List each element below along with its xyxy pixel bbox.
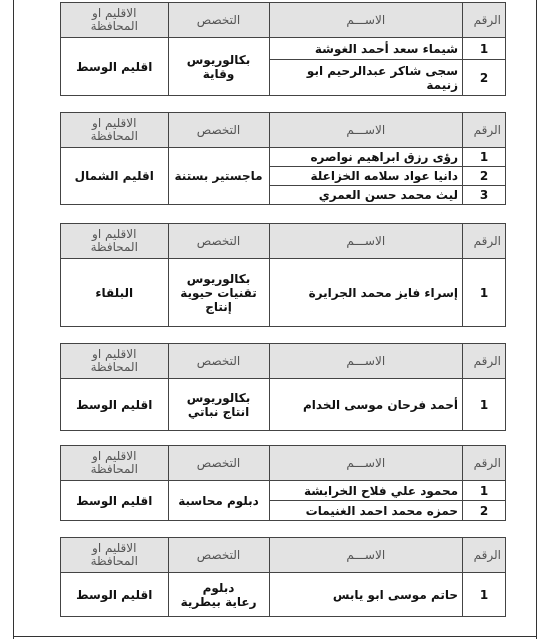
region-cell: اقليم الوسط	[61, 573, 169, 617]
row-number: 1	[463, 481, 506, 501]
results-table-3	[60, 223, 506, 327]
page-border-left	[13, 0, 14, 639]
table-header	[61, 113, 506, 148]
header-specialization: التخصص	[168, 113, 269, 148]
results-table-6	[60, 537, 506, 617]
header-specialization: التخصص	[168, 538, 269, 573]
header-name: الاســـم	[269, 344, 462, 379]
row-number: 3	[463, 186, 506, 205]
header-specialization: التخصص	[168, 446, 269, 481]
table-row	[61, 379, 506, 431]
results-table-2	[60, 112, 506, 205]
page-border-bottom	[13, 636, 537, 637]
row-name: شيماء سعد أحمد الغوشة	[269, 38, 462, 60]
header-number: الرقم	[463, 446, 506, 481]
results-table-5	[60, 445, 506, 521]
header-region: الاقليم او المحافظة	[61, 344, 169, 379]
region-cell: اقليم الوسط	[61, 379, 169, 431]
region-cell: اقليم الوسط	[61, 481, 169, 521]
header-number: الرقم	[463, 224, 506, 259]
specialization-cell: بكالوريوس تقنيات حيوية إنتاج	[168, 259, 269, 327]
specialization-cell: بكالوريوس انتاج نباتي	[168, 379, 269, 431]
specialization-cell: بكالوريوس وقاية	[168, 38, 269, 96]
row-number: 1	[463, 573, 506, 617]
results-table-1	[60, 2, 506, 96]
header-specialization: التخصص	[168, 3, 269, 38]
header-number: الرقم	[463, 113, 506, 148]
results-table-4	[60, 343, 506, 431]
row-name: محمود علي فلاح الخرابشة	[269, 481, 462, 501]
table-row	[61, 38, 506, 60]
row-number: 1	[463, 148, 506, 167]
table-row	[61, 148, 506, 167]
header-region: الاقليم او المحافظة	[61, 3, 169, 38]
row-number: 2	[463, 501, 506, 521]
row-name: إسراء فايز محمد الجرايرة	[269, 259, 462, 327]
row-name: سجى شاكر عبدالرحيم ابو زنيمة	[269, 60, 462, 96]
row-number: 1	[463, 379, 506, 431]
header-name: الاســـم	[269, 446, 462, 481]
row-name: حاتم موسى ابو يابس	[269, 573, 462, 617]
page-border-right	[536, 0, 537, 639]
row-number: 2	[463, 60, 506, 96]
header-region: الاقليم او المحافظة	[61, 538, 169, 573]
header-name: الاســـم	[269, 538, 462, 573]
region-cell: اقليم الشمال	[61, 148, 169, 205]
row-name: دانيا عواد سلامه الخزاعلة	[269, 167, 462, 186]
table-header	[61, 538, 506, 573]
header-specialization: التخصص	[168, 224, 269, 259]
specialization-cell: دبلوم رعاية بيطرية	[168, 573, 269, 617]
specialization-cell: دبلوم محاسبة	[168, 481, 269, 521]
header-number: الرقم	[463, 3, 506, 38]
table-row	[61, 573, 506, 617]
header-number: الرقم	[463, 344, 506, 379]
header-number: الرقم	[463, 538, 506, 573]
region-cell: اقليم الوسط	[61, 38, 169, 96]
region-cell: البلقاء	[61, 259, 169, 327]
table-header	[61, 344, 506, 379]
header-specialization: التخصص	[168, 344, 269, 379]
row-number: 1	[463, 259, 506, 327]
table-header	[61, 446, 506, 481]
specialization-cell: ماجستير بستنة	[168, 148, 269, 205]
header-name: الاســـم	[269, 113, 462, 148]
header-region: الاقليم او المحافظة	[61, 113, 169, 148]
row-number: 2	[463, 167, 506, 186]
row-name: حمزه محمد احمد الغنيمات	[269, 501, 462, 521]
table-row	[61, 259, 506, 327]
table-header	[61, 3, 506, 38]
header-name: الاســـم	[269, 224, 462, 259]
header-region: الاقليم او المحافظة	[61, 446, 169, 481]
header-region: الاقليم او المحافظة	[61, 224, 169, 259]
row-name: أحمد فرحان موسى الخدام	[269, 379, 462, 431]
table-header	[61, 224, 506, 259]
table-row	[61, 481, 506, 501]
header-name: الاســـم	[269, 3, 462, 38]
row-name: ليث محمد حسن العمري	[269, 186, 462, 205]
row-name: رؤى رزق ابراهيم نواصره	[269, 148, 462, 167]
row-number: 1	[463, 38, 506, 60]
